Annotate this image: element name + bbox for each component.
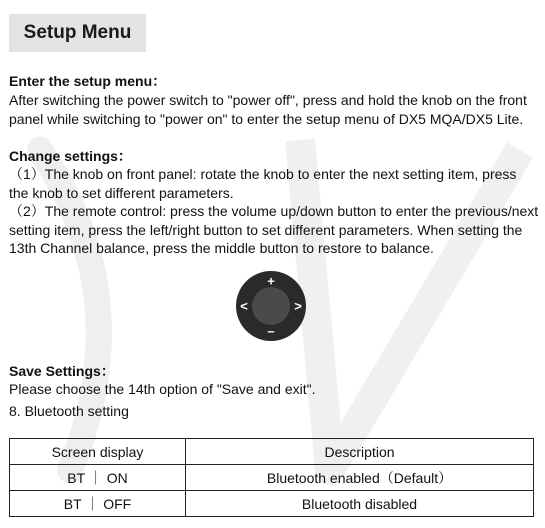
table-row <box>10 491 534 517</box>
change-settings-item-1: （1）The knob on front panel: rotate the knob to enter the next setting item, press the knob to set different parameters. <box>9 166 517 201</box>
dpad-right-icon: > <box>294 298 302 314</box>
table-header-row <box>10 439 534 465</box>
save-settings-text: Please choose the 14th option of "Save and exit". <box>9 381 316 397</box>
save-settings-heading: Save Settings： <box>9 363 115 379</box>
table-cell: BT ｜ OFF <box>10 491 186 517</box>
table-cell: Bluetooth disabled <box>186 491 534 517</box>
dpad-left-icon: < <box>240 298 248 314</box>
bluetooth-settings-table <box>9 438 534 517</box>
table-cell: Bluetooth enabled（Default） <box>186 465 534 491</box>
section-heading-bluetooth: 8. Bluetooth setting <box>9 403 129 419</box>
change-settings-heading: Change settings： <box>9 148 132 164</box>
enter-setup-heading: Enter the setup menu： <box>9 73 167 89</box>
remote-control-dpad <box>235 270 307 342</box>
change-settings-item-2: （2）The remote control: press the volume up/down button to enter the previous/next setting item, press the left/right button to set different parameters. When setting the 13th Channel balance, press the middle button to restore to balance. <box>9 203 539 256</box>
dpad-plus-icon: + <box>267 273 275 289</box>
table-header-cell: Description <box>186 439 534 465</box>
table-cell: BT ｜ ON <box>10 465 186 491</box>
dpad-minus-icon: – <box>267 323 275 339</box>
table-row <box>10 465 534 491</box>
table-header-cell: Screen display <box>10 439 186 465</box>
enter-setup-text: After switching the power switch to "power off", press and hold the knob on the front panel while switching to "power on" to enter the setup menu of DX5 MQA/DX5 Lite. <box>9 92 527 127</box>
page-title: Setup Menu <box>9 14 146 52</box>
